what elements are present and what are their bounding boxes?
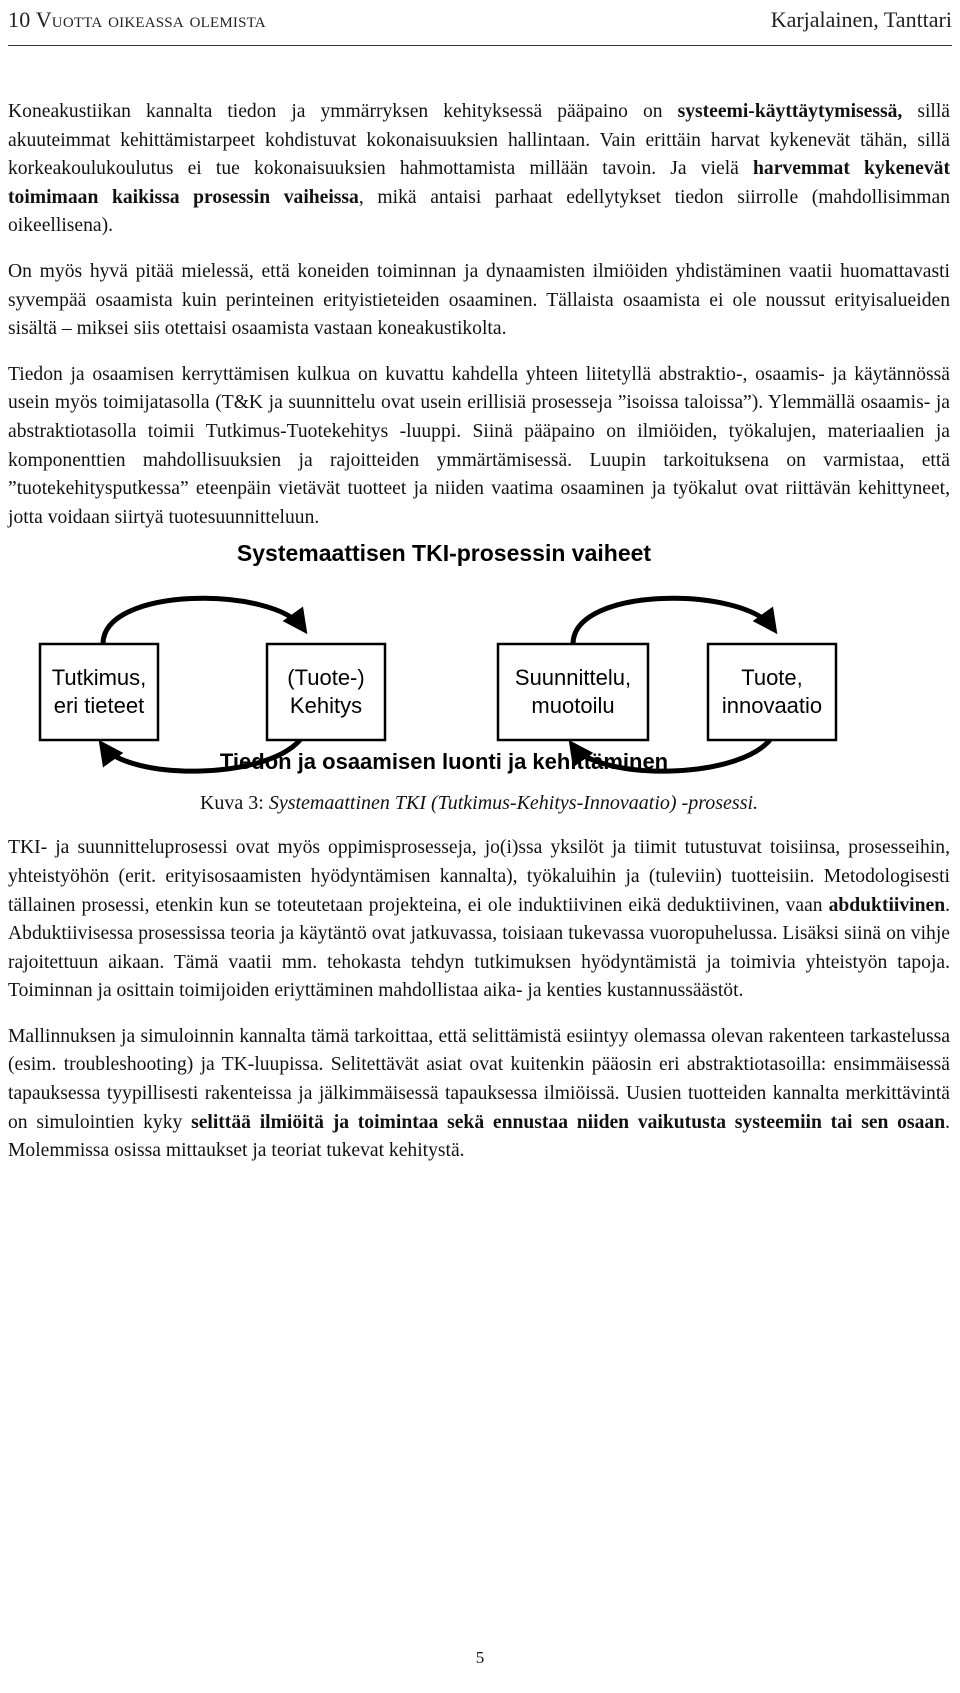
tki-process-figure	[8, 536, 952, 774]
top-arc-left	[103, 599, 303, 645]
figure-title: Systemaattisen TKI-prosessin vaiheet	[236, 540, 652, 567]
box-development-line1: (Tuote-)	[287, 665, 365, 691]
page-number: 5	[475, 1648, 485, 1667]
box-development	[267, 644, 385, 740]
paragraph-1	[8, 98, 950, 241]
text-run: harvemmat kykenevät toimimaan kaikissa prosessin vaiheissa	[8, 158, 951, 208]
page-content	[8, 98, 950, 1166]
caption-prefix: Kuva 3:	[199, 792, 269, 815]
paragraph-3	[8, 361, 950, 533]
box-research-line2: eri tieteet	[53, 693, 145, 719]
text-run: On myös hyvä pitää mielessä, että koneiden toiminnan ja dynaamisten ilmiöiden yhdistäminen vaatii huomattavasti syvempää osaamista kuin perinteinen erityistieteiden osaaminen. Tällaista osaamista ei ole noussut erityisalueiden sisältä – miksei siis otettaisi osaamista vastaan koneakustikolta.	[8, 260, 950, 340]
box-research	[40, 644, 158, 740]
caption-text: Systemaattinen TKI (Tutkimus-Kehitys-Innovaatio) -prosessi.	[268, 792, 759, 815]
box-design	[498, 644, 648, 740]
paragraph-2	[8, 258, 950, 344]
paragraph-4	[8, 834, 950, 1006]
top-arc-right	[573, 599, 773, 645]
paragraph-5	[8, 1023, 950, 1166]
text-run: , mikä antaisi parhaat edellytykset tiedon siirrolle (mahdollisimman oikeellisena).	[8, 186, 950, 237]
text-run: selittää ilmiöitä ja toimintaa sekä ennustaa niiden vaikutusta systeemiin tai sen osaan	[191, 1111, 946, 1133]
text-run: sillä akuuteimmat kehittämistarpeet kohdistuvat kokonaisuuksien hallintaan. Vain erittäin harvat kykenevät tähän, sillä korkeakoulukoulutus ei tue kokonaisuuksien hahmottamista millään tavoin. Ja vielä	[8, 101, 950, 180]
text-run: . Molemmissa osissa mittaukset ja teoriat tukevat kehitystä.	[8, 1111, 950, 1162]
box-design-line1: Suunnittelu,	[514, 665, 632, 691]
box-innovation	[708, 644, 836, 740]
tki-process-diagram	[8, 536, 952, 774]
box-innovation-line1: Tuote,	[741, 665, 803, 691]
text-run: TKI- ja suunnitteluprosessi ovat myös oppimisprosesseja, jo(i)ssa yksilöt ja tiimit tutustuvat toisiinsa, prosesseihin, yhteistyöhön (erit. erityisosaamisten hyödyntämisen kannalta), työkaluihin ja (tuleviin) tuotteisiin. Metodologisesti tällainen prosessi, etenkin kun se toteutetaan projekteina, ei ole induktiivinen eikä deduktiivinen, vaan	[8, 837, 950, 916]
text-run: systeemi-käyttäytymisessä,	[677, 101, 903, 122]
text-run: Mallinnuksen ja simuloinnin kannalta tämä tarkoittaa, että selittämistä esiintyy olemassa olevan rakenteen tarkastelussa (esim. troubleshooting) ja TK-luupissa. Selitettävät asiat ovat kuitenkin pääosin eri abstraktiotasoilla: ensimmäisessä tapauksessa tyypillisesti rakenteissa ja jälkimmäisessä tapauksessa ilmiöissä. Uusien tuotteiden kannalta merkittävintä on simulointien kyky	[8, 1025, 950, 1133]
box-development-line2: Kehitys	[289, 693, 363, 719]
text-run: abduktiivinen	[828, 894, 946, 916]
text-run: Koneakustiikan kannalta tiedon ja ymmärryksen kehityksessä pääpaino on	[8, 101, 678, 122]
box-design-line2: muotoilu	[531, 693, 615, 719]
header-left-title: 10 Vuotta oikeassa olemista	[8, 7, 266, 32]
header-right-authors: Karjalainen, Tanttari	[770, 7, 952, 32]
figure-bottom-label: Tiedon ja osaamisen luonti ja kehittäminen	[219, 749, 669, 775]
text-run: Tiedon ja osaamisen kerryttämisen kulkua on kuvattu kahdella yhteen liitetyllä abstraktio-, osaamis- ja käytännössä usein myös toimijatasolla (T&K ja suunnittelu ovat usein erillisiä prosesseja ”isoissa taloissa”). Ylemmällä osaamis- ja abstraktiotasolla toimii Tutkimus-Tuotekehitys -luuppi. Siinä pääpaino on ilmiöiden, työkalujen, materiaalien ja komponenttien mahdollisuuksien ja rajoitteiden ymmärtämisessä. Luupin tarkoituksena on varmistaa, että ”tuotekehitysputkessa” eteenpäin vietävät tuotteet ja niiden vaatima osaaminen ja työkalut ovat riittävän kehittyneet, jotta voidaan siirtyä tuotesuunnitteluun.	[8, 363, 950, 528]
figure-caption	[8, 788, 950, 818]
header-divider	[8, 45, 952, 46]
text-run: . Abduktiivisessa prosessissa teoria ja käytäntö ovat jatkuvassa, toisiaan tukevassa vuoropuhelussa. Lisäksi siinä on vihje rajoitettuun aikaan. Tämä vaatii mm. tehokasta tehdyn tutkimuksen hyödyntämistä ja toimivia yhteistyön tapoja. Toiminnan ja osittain toimijoiden eriyttäminen mahdollistaa aika- ja kenties kustannussäästöt.	[8, 894, 950, 1002]
box-research-line1: Tutkimus,	[51, 665, 147, 691]
box-innovation-line2: innovaatio	[721, 693, 823, 719]
page-header	[8, 2, 952, 38]
